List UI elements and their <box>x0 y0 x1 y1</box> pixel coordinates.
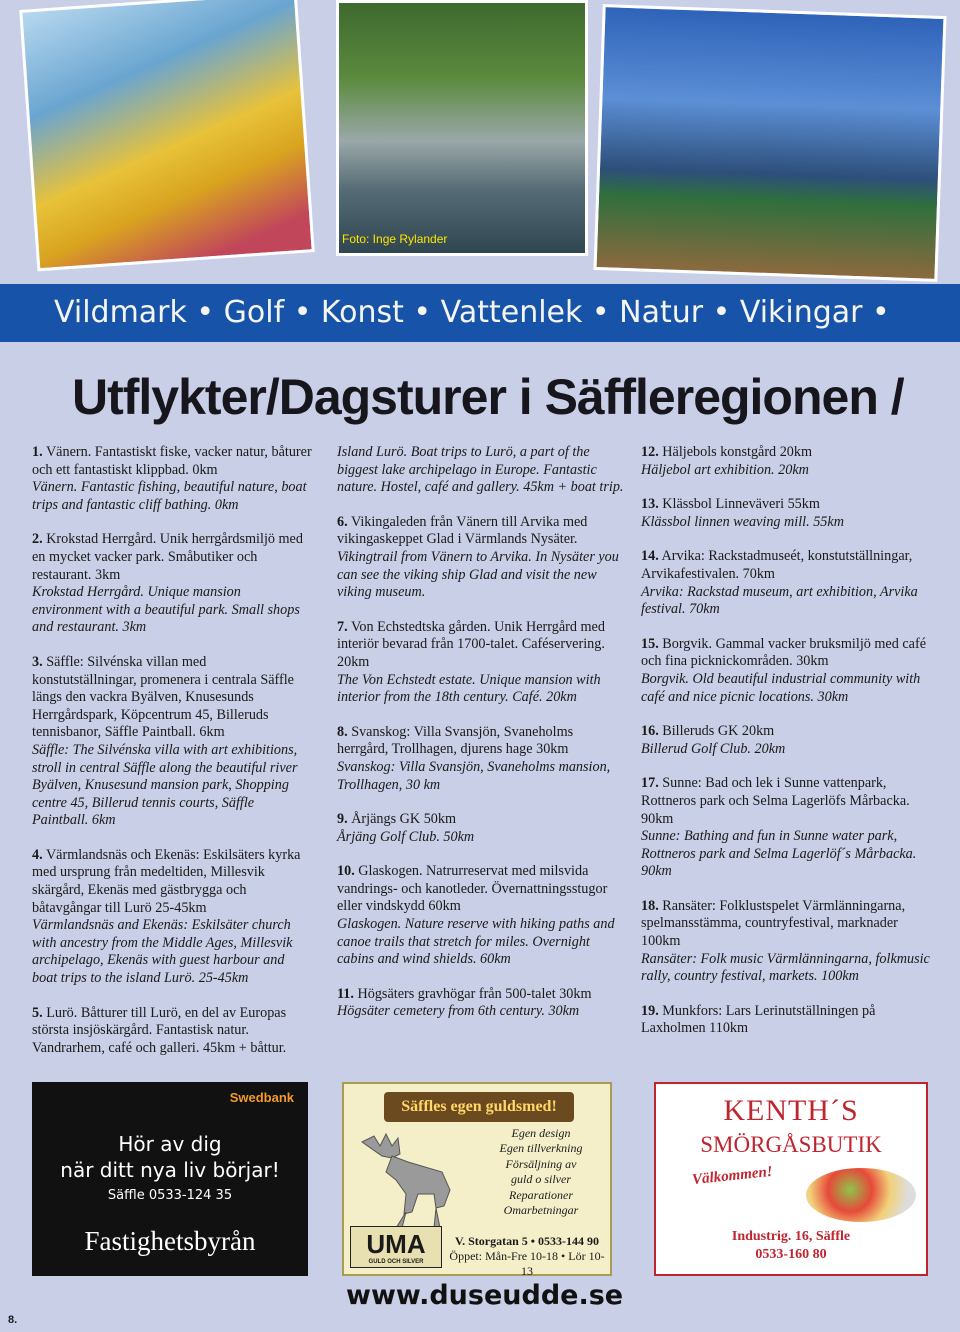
attraction-entry <box>337 444 627 497</box>
entry-english: Säffle: The Silvénska villa with art exhibitions, stroll in central Säffle along the beautiful river Byälven, Knusesund mansion park, Shopping centre 45, Billerud tennis courts, Säffle Paintball. 6km <box>32 741 298 829</box>
entry-swedish-text: Värmlandsnäs och Ekenäs: Eskilsäters kyrka med ursprung från medeltiden, Millesvik skärgård, Ekenäs med gästbrygga och båtavgångar till Lurö 25-45km <box>32 846 301 916</box>
entry-swedish-text: Häljebols konstgård 20km <box>662 444 813 460</box>
entry-swedish-text: Von Echstedtska gården. Unik Herrgård med interiör bevarad från 1700-talet. Caféservering. 20km <box>337 618 605 670</box>
moose-icon <box>352 1132 460 1232</box>
uma-service-item: Reparationer <box>509 1187 573 1202</box>
attraction-entry <box>337 986 627 1021</box>
attraction-entry <box>337 863 627 969</box>
swedbank-logo: Swedbank <box>229 1090 294 1105</box>
entry-swedish-text: Högsäters gravhögar från 500-talet 30km <box>357 985 592 1002</box>
ad-swedbank-fastighetsbyran[interactable] <box>32 1082 308 1276</box>
entry-swedish-text: Vikingaleden från Vänern till Arvika med vikingaskeppet Glad i Värmlands Nysäter. <box>337 513 588 548</box>
attraction-entry <box>641 548 936 618</box>
page-title: Utflykter/Dagsturer i Säffleregionen / <box>72 369 904 425</box>
entry-swedish <box>641 636 936 671</box>
entry-number: 18. <box>641 897 659 914</box>
ad-swedbank-line2: när ditt nya liv börjar! <box>60 1158 280 1182</box>
entry-swedish-text: Ransäter: Folklustspelet Värmlänningarna, spelmansstämma, countryfestival, marknader 100km <box>641 897 906 950</box>
attraction-entry <box>641 723 936 758</box>
entry-number: 3. <box>32 653 43 670</box>
photo-strip <box>0 0 960 280</box>
entry-english: Årjäng Golf Club. 50km <box>337 828 475 845</box>
entry-swedish-text: Klässbol Linneväveri 55km <box>662 496 820 513</box>
entry-swedish <box>641 775 936 828</box>
entry-english: Borgvik. Old beautiful industrial community with café and nice picnic locations. 30km <box>641 670 921 705</box>
entry-number: 13. <box>641 496 659 513</box>
entry-english: Värmlandsnäs and Ekenäs: Eskilsäter church with ancestry from the Middle Ages, Millesvik archipelago, Ekenäs with guest harbour and boat trips to the island Lurö. 25-45km <box>32 917 293 987</box>
kenth-address: Industrig. 16, Säffle 0533-160 80 <box>731 1229 851 1262</box>
attraction-entry <box>641 1003 936 1038</box>
attraction-entry <box>641 496 936 531</box>
uma-service-item: guld o silver <box>511 1172 571 1187</box>
attraction-entry <box>337 619 627 707</box>
uma-logo: UMA GULD OCH SILVER <box>350 1226 442 1268</box>
entry-swedish <box>337 863 627 916</box>
attraction-entry <box>32 444 312 514</box>
entry-english: Glaskogen. Nature reserve with hiking paths and canoe trails that stretch for miles. Overnight cabins and wind shields. 60km <box>337 916 615 968</box>
entry-english: Island Lurö. Boat trips to Lurö, a part of the biggest lake archipelago in Europe. Fantastic nature. Hostel, café and gallery. 45km + boat trip. <box>337 444 624 496</box>
attraction-entry <box>641 444 936 479</box>
uma-service-item: Försäljning av <box>505 1156 577 1171</box>
entry-number: 5. <box>32 1004 43 1021</box>
entry-english: Vikingtrail from Vänern to Arvika. In Nysäter you can see the viking ship Glad and visit the new viking museum. <box>337 548 619 601</box>
entry-swedish-text: Lurö. Båtturer till Lurö, en del av Europas största insjöskärgård. Fantastisk natur. Vandrarhem, café och galleri. 45km + båttur. <box>32 1004 287 1056</box>
entry-number: 19. <box>641 1002 659 1019</box>
attraction-entry <box>337 724 627 794</box>
uma-headline: Säffles egen guldsmed! <box>384 1092 574 1122</box>
entry-swedish <box>32 531 312 584</box>
entry-swedish <box>337 811 627 829</box>
entry-swedish <box>641 1003 936 1038</box>
attraction-entry <box>32 1005 312 1058</box>
entry-swedish-text: Munkfors: Lars Lerinutställningen på Laxholmen 110km <box>641 1002 876 1037</box>
entry-swedish-text: Billeruds GK 20km <box>662 723 775 740</box>
entry-number: 6. <box>337 513 348 530</box>
entry-number: 15. <box>641 635 659 652</box>
entry-swedish-text: Årjängs GK 50km <box>351 811 457 828</box>
website-link[interactable]: www.duseudde.se <box>346 1280 624 1311</box>
kenth-welcome: Välkommen! <box>691 1163 774 1189</box>
entry-swedish <box>337 986 627 1004</box>
ad-kenths-smorgasbutik[interactable] <box>654 1082 928 1276</box>
entry-number: 4. <box>32 846 43 863</box>
entry-number: 2. <box>32 531 43 548</box>
ad-uma-guldsmed[interactable] <box>342 1082 612 1276</box>
entry-number: 16. <box>641 723 659 740</box>
entry-swedish <box>641 496 936 514</box>
entry-swedish-text: Sunne: Bad och lek i Sunne vattenpark, Rottneros park och Selma Lagerlöfs Mårbacka. 90km <box>641 775 910 827</box>
attraction-entry <box>641 775 936 881</box>
entry-number: 8. <box>337 723 348 740</box>
entry-swedish <box>32 654 312 742</box>
entry-english: Ransäter: Folk music Värmlänningarna, folkmusic rally, country festival, markets. 100km <box>641 950 930 985</box>
entry-swedish <box>641 444 936 462</box>
entry-swedish <box>337 619 627 672</box>
uma-service-item: Egen design <box>511 1126 571 1140</box>
photo-water-park <box>19 0 315 271</box>
uma-service-item: Egen tillverkning <box>499 1141 583 1156</box>
entry-number: 17. <box>641 775 659 792</box>
entry-swedish <box>641 723 936 741</box>
entry-swedish <box>32 847 312 917</box>
attraction-entry <box>337 811 627 846</box>
kenth-name: KENTH´S <box>723 1094 859 1127</box>
entry-number: 9. <box>337 811 348 828</box>
uma-services <box>476 1126 606 1218</box>
attraction-entry <box>337 514 627 602</box>
photo-lake-canoe <box>593 4 946 282</box>
entry-number: 1. <box>32 444 43 460</box>
entry-english: Häljebol art exhibition. 20km <box>641 461 809 478</box>
entry-english: Högsäter cemetery from 6th century. 30km <box>337 1003 580 1020</box>
attraction-entry <box>32 531 312 637</box>
attraction-entry <box>32 847 312 988</box>
kenth-sub: SMÖRGÅSBUTIK <box>700 1132 882 1157</box>
ad-swedbank-phone: Säffle 0533-124 35 <box>107 1188 233 1203</box>
attraction-entry <box>641 636 936 706</box>
attraction-entry <box>32 654 312 830</box>
entry-number: 12. <box>641 444 659 460</box>
column-1 <box>32 444 312 1074</box>
ad-swedbank-company: Fastighetsbyrån <box>84 1226 256 1256</box>
entry-number: 10. <box>337 863 355 880</box>
entry-english: Billerud Golf Club. 20km <box>641 740 786 757</box>
entry-swedish-text: Krokstad Herrgård. Unik herrgårdsmiljö med en mycket vacker park. Småbutiker och restaurant. 3km <box>32 531 303 583</box>
topic-banner: Vildmark • Golf • Konst • Vattenlek • Natur • Vikingar • <box>0 284 960 342</box>
entry-swedish <box>641 548 936 583</box>
entry-swedish <box>337 514 627 549</box>
entry-swedish-text: Svanskog: Villa Svansjön, Svaneholms herrgård, Trollhagen, djurens hage 30km <box>337 723 574 758</box>
entry-english: Sunne: Bathing and fun in Sunne water park, Rottneros park and Selma Lagerlöf´s Mårbacka. 90km <box>641 828 917 880</box>
entry-swedish-text: Säffle: Silvénska villan med konstutställningar, promenera i centrala Säffle längs den vackra Byälven, Knusesunds Herrgårdspark, Köpcentrum 45, Billeruds tennisbanor, Säffle Paintball. 6km <box>32 653 294 741</box>
entry-swedish-text: Vänern. Fantastiskt fiske, vacker natur, båturer och ett fantastiskt klippbad. 0km <box>32 444 312 478</box>
entry-english: Krokstad Herrgård. Unique mansion environment with a beautiful park. Small shops and restaurant. 3km <box>32 584 300 636</box>
entry-english: Arvika: Rackstad museum, art exhibition, Arvika festival. 70km <box>641 583 918 618</box>
entry-swedish <box>32 444 312 479</box>
page-number: 8. <box>8 1314 18 1326</box>
entry-swedish-text: Arvika: Rackstadmuseét, konstutställningar, Arvikafestivalen. 70km <box>641 548 913 582</box>
entry-swedish <box>32 1005 312 1058</box>
entry-english: Vänern. Fantastic fishing, beautiful nature, boat trips and fantastic cliff bathing. 0km <box>32 479 307 513</box>
entry-swedish <box>337 724 627 759</box>
entry-number: 14. <box>641 548 659 565</box>
entry-number: 11. <box>337 985 354 1002</box>
entry-swedish-text: Glaskogen. Natrurreservat med milsvida vandrings- och kanotleder. Övernattningsstugor eller vindskydd 60km <box>337 863 608 915</box>
entry-english: Svanskog: Villa Svansjön, Svaneholms mansion, Trollhagen, 30 km <box>337 758 611 793</box>
entry-swedish-text: Borgvik. Gammal vacker bruksmiljö med café och fina picknickområden. 30km <box>641 635 926 670</box>
ad-swedbank-line1: Hör av dig <box>118 1132 222 1156</box>
entry-english: Klässbol linnen weaving mill. 55km <box>641 513 844 530</box>
column-3 <box>641 444 936 1055</box>
uma-service-item: Omarbetningar <box>503 1203 579 1218</box>
uma-address: V. Storgatan 5 • 0533-144 90 Öppet: Mån-Fre 10-18 • Lör 10-13 <box>449 1234 605 1278</box>
attraction-entry <box>641 898 936 986</box>
entry-swedish <box>641 898 936 951</box>
photo-caption: Foto: Inge Rylander <box>342 232 448 246</box>
entry-number: 7. <box>337 618 348 635</box>
column-2 <box>337 444 627 1038</box>
sandwich-plate-icon <box>806 1168 916 1222</box>
photo-canal-boat <box>336 0 588 256</box>
entry-english: The Von Echstedt estate. Unique mansion with interior from the 18th century. Café. 20km <box>337 671 601 706</box>
